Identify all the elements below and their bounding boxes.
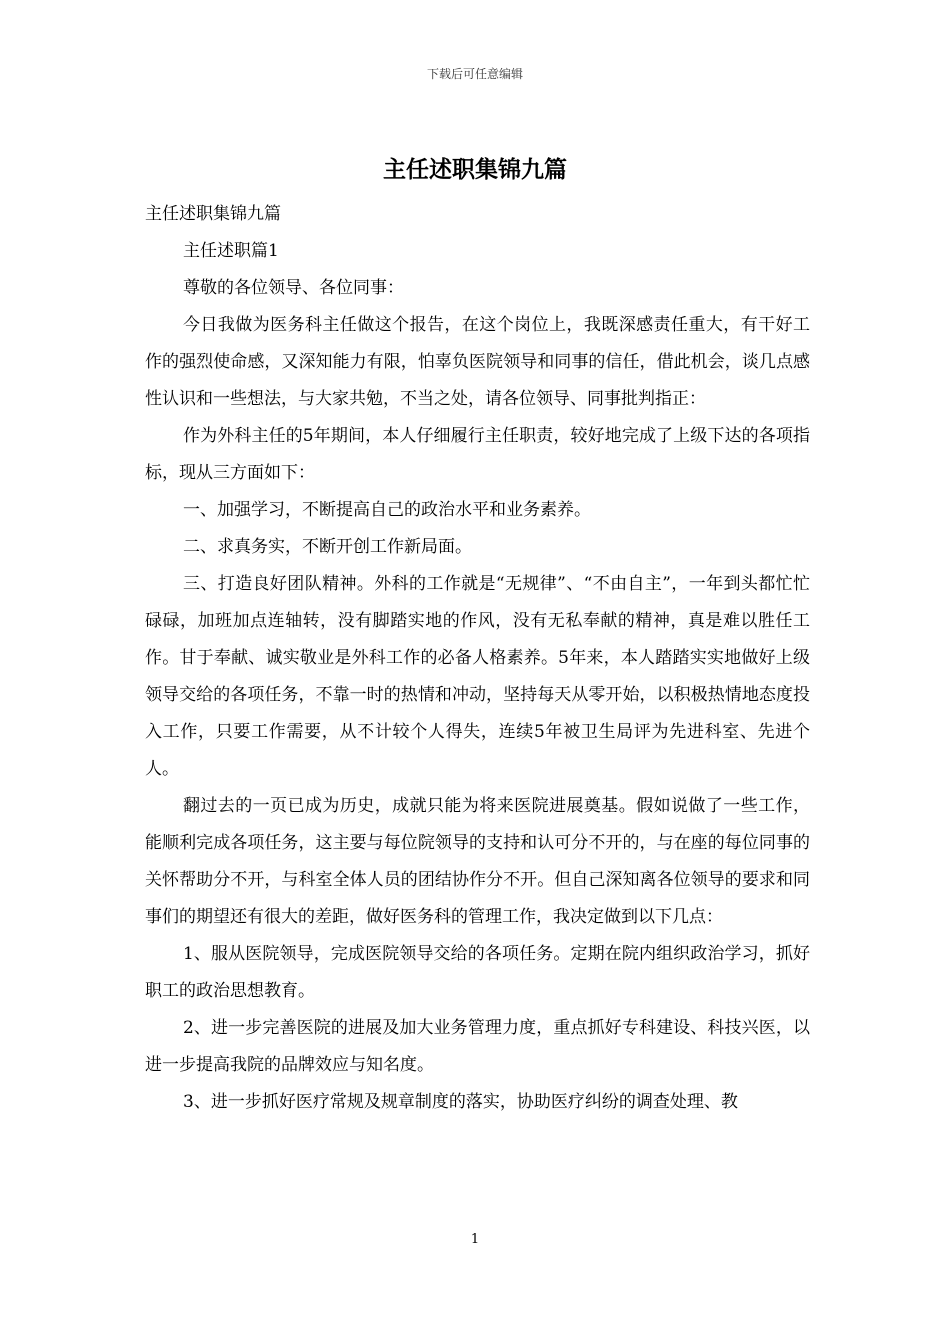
document-body <box>145 196 810 1121</box>
salutation: 尊敬的各位领导、各位同事： <box>183 278 404 298</box>
body-paragraph: 作为外科主任的5年期间，本人仔细履行主任职责，较好地完成了上级下达的各项指标，现从三方面如下： <box>145 426 810 483</box>
body-paragraph: 翻过去的一页已成为历史，成就只能为将来医院进展奠基。假如说做了一些工作，能顺利完成各项任务，这主要与每位院领导的支持和认可分不开的，与在座的每位同事的关怀帮助分不开，与科室全体人员的团结协作分不开。但自己深知离各位领导的要求和同事们的期望还有很大的差距，做好医务科的管理工作，我决定做到以下几点： <box>145 796 810 927</box>
document-title: 主任述职集锦九篇 <box>383 156 567 183</box>
list-item: 一、加强学习，不断提高自己的政治水平和业务素养。 <box>183 500 591 520</box>
list-item: 二、求真务实，不断开创工作新局面。 <box>183 537 472 557</box>
body-paragraph: 今日我做为医务科主任做这个报告，在这个岗位上，我既深感责任重大，有干好工作的强烈使命感，又深知能力有限，怕辜负医院领导和同事的信任，借此机会，谈几点感性认识和一些想法，与大家共勉，不当之处，请各位领导、同事批判指正： <box>145 315 810 409</box>
page-header-note: 下载后可任意编辑 <box>426 67 523 81</box>
page-number: 1 <box>470 1232 480 1247</box>
section-heading: 主任述职篇1 <box>183 241 279 261</box>
list-item: 3、进一步抓好医疗常规及规章制度的落实，协助医疗纠纷的调查处理、教 <box>183 1092 738 1112</box>
body-paragraph: 三、打造良好团队精神。外科的工作就是“无规律”、“不由自主”，一年到头都忙忙碌碌，加班加点连轴转，没有脚踏实地的作风，没有无私奉献的精神，真是难以胜任工作。甘于奉献、诚实敬业是外科工作的必备人格素养。5年来，本人踏踏实实地做好上级领导交给的各项任务，不靠一时的热情和冲动，坚持每天从零开始，以积极热情地态度投入工作，只要工作需要，从不计较个人得失，连续5年被卫生局评为先进科室、先进个人。 <box>145 574 810 779</box>
list-item: 1、服从医院领导，完成医院领导交给的各项任务。定期在院内组织政治学习，抓好职工的政治思想教育。 <box>145 944 810 1001</box>
subtitle-paragraph: 主任述职集锦九篇 <box>145 204 281 224</box>
list-item: 2、进一步完善医院的进展及加大业务管理力度，重点抓好专科建设、科技兴医，以进一步提高我院的品牌效应与知名度。 <box>145 1018 810 1075</box>
